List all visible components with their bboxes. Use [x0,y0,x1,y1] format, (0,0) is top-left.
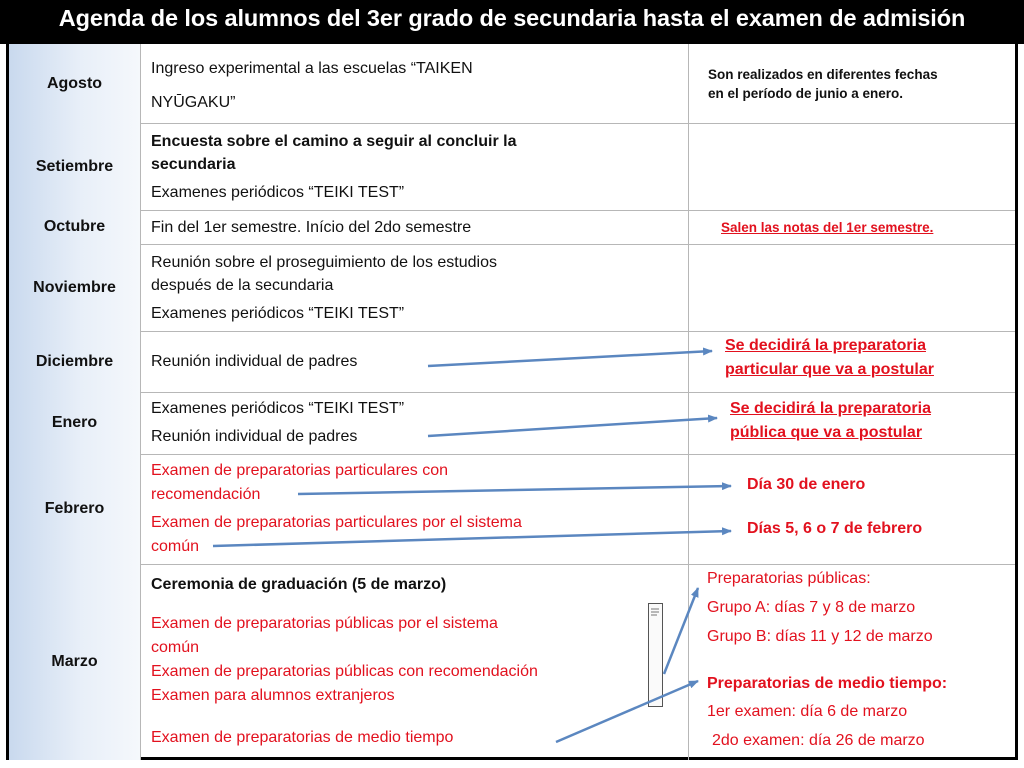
arrow-enero [428,418,717,436]
note-line: Grupo B: días 11 y 12 de marzo [707,628,933,645]
note-line: Se decidirá la preparatoria [725,337,926,354]
activity-line: Examenes periódicos “TEIKI TEST” [151,400,405,417]
arrow-diciembre [428,351,712,366]
activity-line: Examen de preparatorias de medio tiempo [151,729,454,746]
note-line: Día 30 de enero [747,476,866,493]
month-label: Noviembre [9,244,141,331]
arrow-marzo-1 [664,588,698,674]
note-line: pública que va a postular [730,424,923,441]
note-line: particular que va a postular [725,361,934,378]
arrow-febrero-1 [298,486,731,494]
activity-line: común [151,639,200,656]
activity-line: NYŪGAKU” [151,94,236,111]
note-line: Días 5, 6 o 7 de febrero [747,520,923,537]
note-line: 2do examen: día 26 de marzo [712,732,925,749]
note-line: 1er examen: día 6 de marzo [707,703,908,720]
activity-line: Ceremonia de graduación (5 de marzo) [151,576,447,593]
activity-line: Examen de preparatorias particulares con [151,462,449,479]
month-label: Diciembre [9,331,141,392]
activity-line: Encuesta sobre el camino a seguir al concluir la [151,133,517,150]
activity-line: Examenes periódicos “TEIKI TEST” [151,305,405,322]
note-line: Preparatorias públicas: [707,570,871,587]
month-label: Octubre [9,210,141,244]
note-line: Son realizados en diferentes fechas [708,67,938,82]
activity-line: recomendación [151,486,261,503]
note-line: Salen las notas del 1er semestre. [721,220,934,235]
activity-line: Reunión individual de padres [151,428,358,445]
note-line: Se decidirá la preparatoria [730,400,931,417]
activity-line: Ingreso experimental a las escuelas “TAIKEN [151,60,473,77]
activity-line: Examen de preparatorias públicas con recomendación [151,663,538,680]
month-label: Agosto [9,44,141,123]
month-label: Setiembre [9,123,141,210]
note-line: en el período de junio a enero. [708,86,904,101]
note-line: Preparatorias de medio tiempo: [707,675,948,692]
note-line: Grupo A: días 7 y 8 de marzo [707,599,916,616]
activity-line: secundaria [151,156,236,173]
activity-line: Reunión individual de padres [151,353,358,370]
month-label: Marzo [9,564,141,760]
activity-line: común [151,538,200,555]
arrow-febrero-2 [213,531,731,546]
activity-line: Examenes periódicos “TEIKI TEST” [151,184,405,201]
activity-line: Examen de preparatorias públicas por el sistema [151,615,498,632]
arrow-marzo-2 [556,681,698,742]
page-title: Agenda de los alumnos del 3er grado de secundaria hasta el examen de admisión [58,5,966,31]
month-label: Enero [9,392,141,454]
activity-line: Reunión sobre el proseguimiento de los estudios [151,254,497,271]
activity-line: Fin del 1er semestre. Início del 2do semestre [151,219,472,236]
activity-line: después de la secundaria [151,277,334,294]
activity-line: Examen de preparatorias particulares por el sistema [151,514,522,531]
month-label: Febrero [9,454,141,564]
activity-line: Examen para alumnos extranjeros [151,687,395,704]
